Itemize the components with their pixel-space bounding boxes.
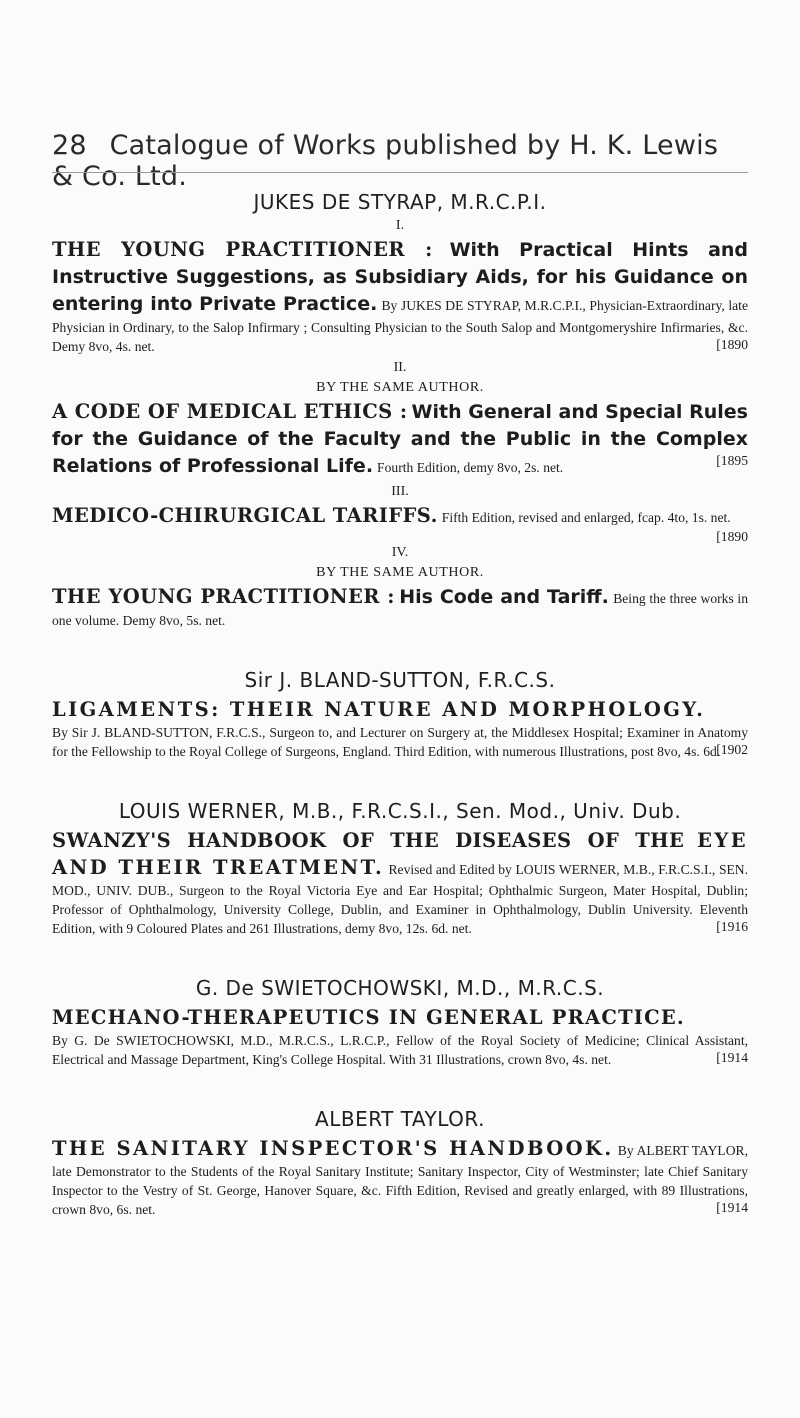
catalogue-entry (52, 827, 748, 938)
author-heading: ALBERT TAYLOR. (315, 1107, 485, 1131)
running-head (52, 130, 748, 192)
entry-title: A CODE OF MEDICAL ETHICS : (52, 400, 408, 423)
catalogue-content (52, 190, 748, 1219)
entry-date: [1916 (716, 919, 748, 934)
author-heading: JUKES DE STYRAP, M.R.C.P.I. (253, 190, 547, 214)
author-section-styrap (52, 190, 748, 630)
author-section-taylor (52, 1107, 748, 1219)
entry-subtitle: With General and Special Rules for the Guidance of the Faculty and the Public in the Complex Relations of Professional Life. (52, 401, 748, 477)
entry-description: By JUKES DE STYRAP, M.R.C.P.I., Physician-Extraordinary, late Physician in Ordinary, to the Salop Infirmary ; Consulting Physician to the South Salop and Montgomeryshire Infirmaries, &c. Demy 8vo, 4s. net. (52, 298, 748, 354)
entry-date: [1895 (716, 453, 748, 468)
author-heading: LOUIS WERNER, M.B., F.R.C.S.I., Sen. Mod., Univ. Dub. (118, 799, 682, 823)
header-rule (52, 172, 748, 173)
catalogue-entry (52, 1135, 748, 1219)
same-author-note: BY THE SAME AUTHOR. (316, 565, 484, 580)
entry-title: THE YOUNG PRACTITIONER : (52, 238, 433, 261)
page-number: 28 (52, 130, 87, 161)
entry-title: THE SANITARY INSPECTOR'S HANDBOOK. (52, 1137, 614, 1160)
entry-numeral: I. (395, 218, 405, 233)
entry-date: [1914 (716, 1050, 748, 1065)
entry-description: Being the three works in one volume. Demy 8vo, 5s. net. (52, 591, 748, 628)
entry-numeral: III. (391, 484, 409, 499)
entry-numeral: IV. (391, 545, 409, 560)
catalogue-entry (52, 398, 748, 480)
author-section-werner (52, 799, 748, 938)
entry-title: MECHANO-THERAPEUTICS IN GENERAL PRACTICE. (52, 1006, 685, 1029)
author-heading: G. De SWIETOCHOWSKI, M.D., M.R.C.S. (195, 976, 605, 1000)
catalogue-entry (52, 236, 748, 356)
entry-description: Fifth Edition, revised and enlarged, fcap. 4to, 1s. net. (441, 510, 731, 525)
same-author-note: BY THE SAME AUTHOR. (316, 380, 484, 395)
running-title: Catalogue of Works published by H. K. Lewis & Co. Ltd. (52, 130, 719, 192)
entry-date: [1914 (716, 1200, 748, 1215)
entry-date: [1890 (716, 337, 748, 352)
entry-description: By ALBERT TAYLOR, late Demonstrator to the Students of the Royal Sanitary Institute; Sanitary Inspector, City of Westminster; late Chief Sanitary Inspector to the Vestry of St. George, Hanover Square, &c. Fifth Edition, Revised and greatly enlarged, with 89 Illustrations, crown 8vo, 6s. net. (52, 1143, 748, 1217)
entry-title: EYE AND THEIR TREATMENT. (52, 829, 749, 879)
entry-description: Fourth Edition, demy 8vo, 2s. net. (377, 460, 564, 475)
catalogue-entry (52, 1004, 748, 1069)
entry-title: LIGAMENTS: THEIR NATURE AND MORPHOLOGY. (52, 698, 706, 721)
entry-subtitle: His Code and Tariff. (399, 586, 609, 608)
author-section-swietochowski (52, 976, 748, 1069)
entry-date: [1890 (716, 529, 748, 544)
entry-description: By Sir J. BLAND-SUTTON, F.R.C.S., Surgeon to, and Lecturer on Surgery at, the Middlesex Hospital; Examiner in Anatomy for the Fellowship to the Royal College of Surgeons, England. Third Edition, with numerous Illustrations, post 8vo, 4s. 6d. (52, 725, 748, 759)
entry-title: MEDICO-CHIRURGICAL TARIFFS. (52, 504, 438, 527)
catalogue-entry (52, 583, 748, 630)
entry-date: [1902 (716, 742, 748, 757)
catalogue-entry (52, 502, 748, 544)
catalogue-entry (52, 696, 748, 761)
author-heading: Sir J. BLAND-SUTTON, F.R.C.S. (244, 668, 556, 692)
entry-description: Revised and Edited by LOUIS WERNER, M.B., F.R.C.S.I., SEN. MOD., UNIV. DUB., Surgeon to the Royal Victoria Eye and Ear Hospital; Ophthalmic Surgeon, Mater Hospital, Dublin; Professor of Ophthalmology, University College, Dublin, and Examiner in Ophthalmology, Dublin University. Eleventh Edition, with 9 Coloured Plates and 261 Illustrations, demy 8vo, 12s. 6d. net. (52, 862, 749, 936)
entry-subtitle: With Practical Hints and Instructive Suggestions, as Subsidiary Aids, for his Guidance on entering into Private Practice. (52, 239, 749, 315)
entry-title: SWANZY'S HANDBOOK OF THE DISEASES OF THE (52, 829, 685, 852)
author-section-sutton (52, 668, 748, 761)
entry-description: By G. De SWIETOCHOWSKI, M.D., M.R.C.S., L.R.C.P., Fellow of the Royal Society of Medicine; Clinical Assistant, Electrical and Massage Department, King's College Hospital. With 31 Illustrations, crown 8vo, 4s. net. (52, 1033, 748, 1067)
entry-title: THE YOUNG PRACTITIONER : (52, 585, 395, 608)
entry-numeral: II. (393, 360, 407, 375)
